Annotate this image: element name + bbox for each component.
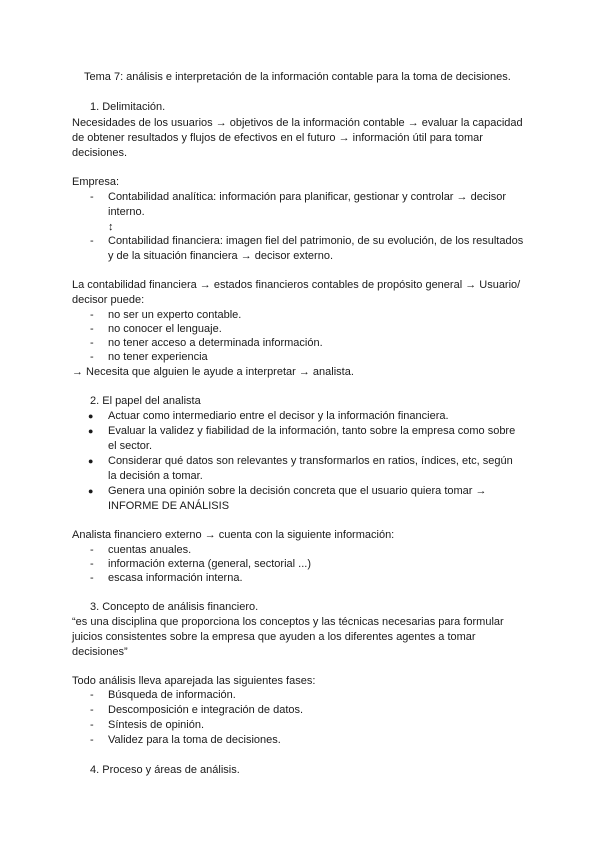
list-item: no tener acceso a determinada información.: [108, 337, 323, 349]
section-2-heading: 2. El papel del analista: [90, 395, 201, 407]
s2-bullet-3-line-2: la decisión a tomar.: [108, 470, 203, 482]
s3-quote-line-1: “es una disciplina que proporciona los conceptos y las técnicas necesarias para formular: [72, 616, 504, 628]
empresa-item-2-line-2: y de la situación financiera → decisor externo.: [108, 250, 334, 262]
dash-marker: -: [90, 558, 94, 570]
s2-bullet-4-line-2: INFORME DE ANÁLISIS: [108, 500, 230, 512]
section-3-heading: 3. Concepto de análisis financiero.: [90, 601, 259, 613]
empresa-item-1-line-1: Contabilidad analítica: información para planificar, gestionar y controlar → decisor: [108, 191, 507, 203]
list-item: no conocer el lenguaje.: [108, 323, 222, 335]
s1-paragraph-line-2: de obtener resultados y flujos de efectivos en el futuro → información útil para tomar: [72, 132, 483, 144]
up-down-arrow: ↕: [108, 221, 114, 233]
dash-marker: -: [90, 704, 94, 716]
document-title: Tema 7: análisis e interpretación de la información contable para la toma de decisiones.: [84, 71, 511, 83]
bullet-marker: ●: [88, 456, 94, 466]
s1-paragraph-line-1: Necesidades de los usuarios → objetivos de la información contable → evaluar la capacidad: [72, 117, 523, 129]
list-item: escasa información interna.: [108, 572, 243, 584]
s1-paragraph-line-3: decisiones.: [72, 147, 128, 159]
empresa-label: Empresa:: [72, 176, 120, 188]
list-item: Descomposición e integración de datos.: [108, 704, 304, 716]
bullet-marker: ●: [88, 486, 94, 496]
bullet-marker: ●: [88, 411, 94, 421]
dash-marker: -: [90, 323, 94, 335]
dash-marker: -: [90, 309, 94, 321]
list-item: Búsqueda de información.: [108, 689, 236, 701]
dash-marker: -: [90, 191, 94, 203]
cf-paragraph-line-2: decisor puede:: [72, 294, 145, 306]
empresa-item-2-line-1: Contabilidad financiera: imagen fiel del patrimonio, de su evolución, de los resultados: [108, 235, 524, 247]
list-item: Síntesis de opinión.: [108, 719, 205, 731]
s2-bullet-2-line-1: Evaluar la validez y fiabilidad de la información, tanto sobre la empresa como sobre: [108, 425, 516, 437]
list-item: no ser un experto contable.: [108, 309, 242, 321]
dash-marker: -: [90, 719, 94, 731]
dash-marker: -: [90, 734, 94, 746]
cf-paragraph-line-1: La contabilidad financiera → estados financieros contables de propósito general → Usuario/: [72, 279, 521, 291]
s3-quote-line-3: decisiones”: [72, 646, 128, 658]
fases-intro: Todo análisis lleva aparejada las siguientes fases:: [72, 675, 316, 687]
s2-bullet-1: Actuar como intermediario entre el decisor y la información financiera.: [108, 410, 449, 422]
list-item: información externa (general, sectorial ...): [108, 558, 311, 570]
s3-quote-line-2: juicios consistentes sobre la empresa que ayuden a los diferentes agentes a tomar: [72, 631, 476, 643]
list-item: cuentas anuales.: [108, 544, 192, 556]
list-item: no tener experiencia: [108, 351, 208, 363]
external-analyst-intro: Analista financiero externo → cuenta con la siguiente información:: [72, 529, 395, 541]
section-4-heading: 4. Proceso y áreas de análisis.: [90, 764, 240, 776]
list-item: Validez para la toma de decisiones.: [108, 734, 281, 746]
dash-marker: -: [90, 689, 94, 701]
s2-bullet-2-line-2: el sector.: [108, 440, 153, 452]
dash-marker: -: [90, 351, 94, 363]
s2-bullet-3-line-1: Considerar qué datos son relevantes y transformarlos en ratios, índices, etc, según: [108, 455, 513, 467]
dash-marker: -: [90, 572, 94, 584]
section-1-heading: 1. Delimitación.: [90, 101, 166, 113]
dash-marker: -: [90, 235, 94, 247]
cf-conclusion: → Necesita que alguien le ayude a interpretar → analista.: [72, 366, 354, 378]
dash-marker: -: [90, 337, 94, 349]
dash-marker: -: [90, 544, 94, 556]
empresa-item-1-line-2: interno.: [108, 206, 145, 218]
bullet-marker: ●: [88, 426, 94, 436]
s2-bullet-4-line-1: Genera una opinión sobre la decisión concreta que el usuario quiera tomar →: [108, 485, 487, 497]
